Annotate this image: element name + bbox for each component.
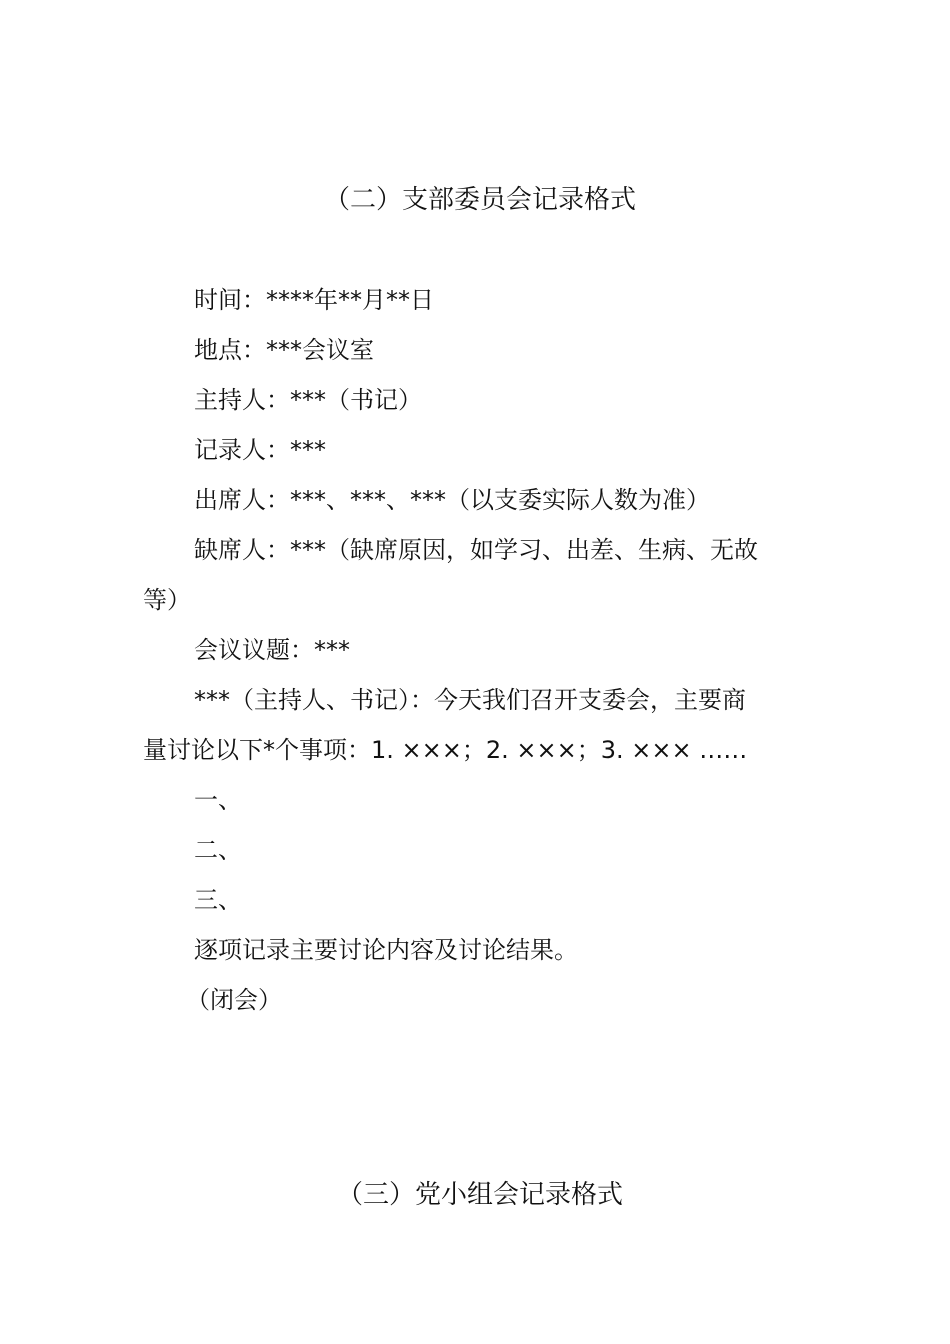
- meeting-closing: （闭会）: [186, 986, 282, 1014]
- section-two-title: （二）支部委员会记录格式: [323, 185, 636, 215]
- agenda-item-1: 一、: [194, 786, 242, 814]
- host-speech-line-1: ***（主持人、书记）：今天我们召开支委会，主要商: [194, 686, 746, 714]
- section-three-title: （三）党小组会记录格式: [336, 1180, 623, 1210]
- meeting-place: 地点：***会议室: [194, 336, 374, 364]
- recording-note: 逐项记录主要讨论内容及讨论结果。: [194, 936, 578, 964]
- meeting-absent-line-1: 缺席人：***（缺席原因，如学习、出差、生病、无故: [194, 536, 758, 564]
- host-speech-line-2: 量讨论以下*个事项：1. ×××；2. ×××；3. ××× ……: [143, 736, 748, 764]
- agenda-item-2: 二、: [194, 836, 242, 864]
- agenda-item-3: 三、: [194, 886, 242, 914]
- meeting-topic: 会议议题：***: [194, 636, 350, 664]
- meeting-host: 主持人：***（书记）: [194, 386, 422, 414]
- meeting-attendees: 出席人：***、***、***（以支委实际人数为准）: [194, 486, 710, 514]
- meeting-time: 时间：****年**月**日: [194, 286, 434, 314]
- meeting-recorder: 记录人：***: [194, 436, 326, 464]
- meeting-absent-line-2: 等）: [143, 586, 191, 614]
